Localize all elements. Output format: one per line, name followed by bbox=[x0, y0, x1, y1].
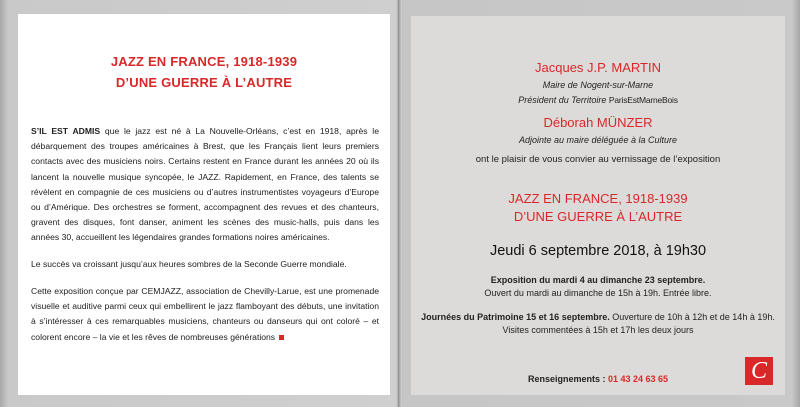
paragraph-lead: S’IL EST ADMIS bbox=[31, 126, 101, 136]
left-title-line1: JAZZ EN FRANCE, 1918-1939 bbox=[110, 54, 298, 69]
heritage-days bbox=[411, 312, 785, 322]
paragraph-intro bbox=[31, 124, 379, 246]
info-label: Renseignements : bbox=[527, 374, 608, 384]
card-fold bbox=[398, 0, 402, 407]
info-line bbox=[411, 374, 785, 384]
paragraph-success: Le succès va croissant jusqu’aux heures sombres de la Seconde Guerre mondiale. bbox=[31, 259, 347, 269]
territory-brand: ParisEstMarneBois bbox=[608, 95, 678, 105]
venue-logo: C bbox=[745, 357, 773, 385]
end-square-icon bbox=[279, 335, 284, 340]
host-name-2: Déborah MÜNZER bbox=[543, 115, 653, 130]
right-title-line1: JAZZ EN FRANCE, 1918-1939 bbox=[508, 191, 688, 206]
paragraph-intro-body: que le jazz est né à La Nouvelle-Orléans, c’est en 1918, après le débarquement des troupes américaines à Brest, que les Français lient leurs premiers contacts avec des musiciens noirs. Certains restent en France durant les années 20 où ils lancent la nouvelle musique syncopée, le JAZZ. Rapidement, en France, des talents se révèlent en compagnie de ces musiciens ou d’autres instrumentistes voyageurs d’Europe ou d’Amérique. Des orchestres se forment, accompagnent des revues et des chanteurs, gravent des disques, font danser, animent les scènes des music-halls, puis dans les années 30, accueillent les légendaires grandes formations noires américaines. bbox=[31, 126, 379, 243]
event-date: Jeudi 6 septembre 2018, à 19h30 bbox=[489, 243, 707, 259]
invitation-text: ont le plaisir de vous convier au vernissage de l’exposition bbox=[475, 154, 721, 165]
host-role-1a: Maire de Nogent-sur-Marne bbox=[542, 80, 654, 90]
host-role-1b bbox=[411, 95, 785, 105]
expo-dates: Exposition du mardi 4 au dimanche 23 septembre. bbox=[490, 275, 706, 285]
heritage-days-bold: Journées du Patrimoine 15 et 16 septembre. bbox=[421, 312, 610, 322]
left-panel bbox=[18, 14, 390, 395]
right-title-line2: D’UNE GUERRE À L’AUTRE bbox=[513, 209, 683, 224]
expo-hours: Ouvert du mardi au dimanche de 15h à 19h. Entrée libre. bbox=[484, 288, 712, 298]
paragraph-exhibition-body: Cette exposition conçue par CEMJAZZ, association de Chevilly-Larue, est une promenade visuelle et auditive parmi ceux qui embellirent le jazz flamboyant des débuts, une invitation à s’intéresser à ces remarquables musiciens, chanteurs ou danseurs qui ont coloré – et colorent encore – la vie et les rêves de nombreuses générations bbox=[31, 286, 379, 342]
heritage-days-hours: Ouverture de 10h à 12h et de 14h à 19h. bbox=[609, 312, 775, 322]
host-role-2: Adjointe au maire déléguée à la Culture bbox=[518, 135, 678, 145]
host-name-1: Jacques J.P. MARTIN bbox=[535, 60, 661, 75]
info-phone: 01 43 24 63 65 bbox=[607, 374, 669, 384]
left-title-line2: D’UNE GUERRE À L’AUTRE bbox=[115, 75, 293, 90]
paragraph-exhibition bbox=[31, 284, 379, 345]
right-panel bbox=[411, 16, 785, 395]
guided-tours: Visites commentées à 15h et 17h les deux jours bbox=[502, 325, 694, 335]
host-role-1b-prefix: Président du Territoire bbox=[518, 95, 609, 105]
